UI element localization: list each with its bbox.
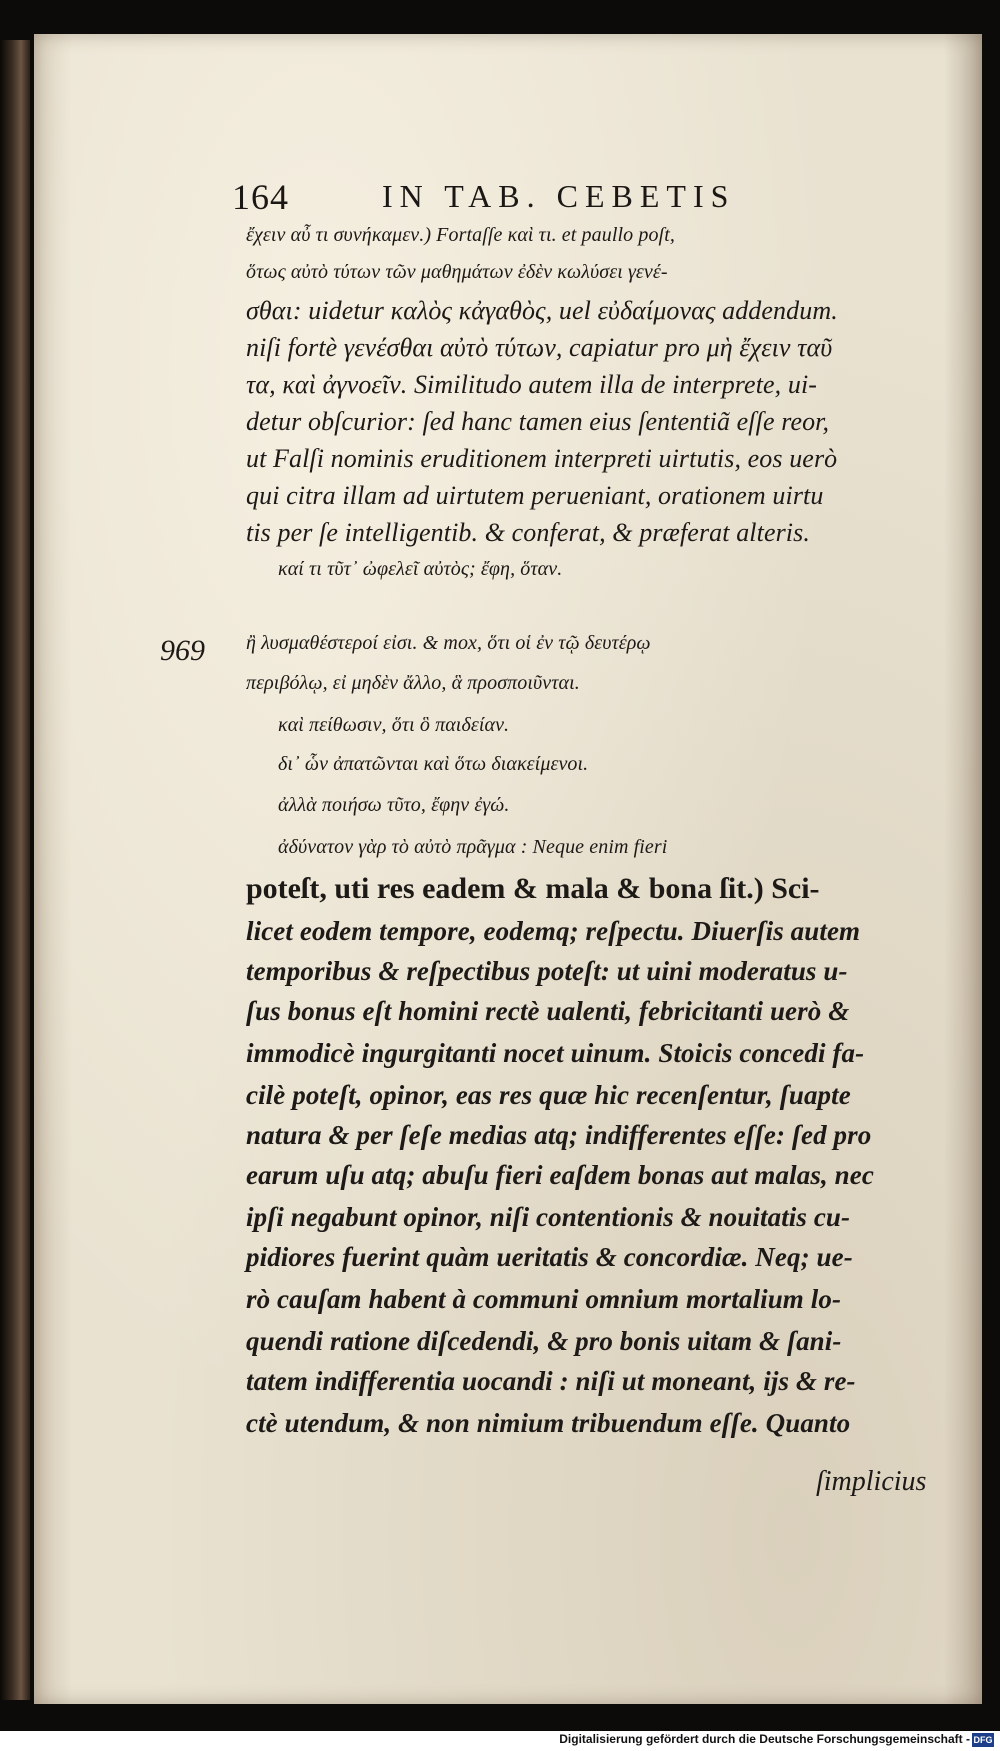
page-number: 164 xyxy=(232,177,289,217)
text-line: tatem indifferentia uocandi : niſi ut moneant, ijs & re- xyxy=(246,1366,856,1396)
text-line: τα, καὶ ἀγνοεῖν. Similitudo autem illa de interprete, ui- xyxy=(246,370,818,399)
text-line: natura & per ſeſe medias atq; indifferentes eſſe: ſed pro xyxy=(246,1120,872,1150)
text-line: καί τι τῦτ᾽ ὠφελεῖ αὐτὸς; ἔφη, ὅταν. xyxy=(278,558,563,580)
text-line: niſi fortè γενέσθαι αὐτὸ τύτων, capiatur pro μὴ ἔχειν ταῦ xyxy=(246,333,833,362)
text-line: καὶ πείθωσιν, ὅτι ὃ παιδείαν. xyxy=(278,714,510,736)
catchword: ſimplicius xyxy=(816,1466,927,1497)
book-spine-edge xyxy=(0,40,30,1700)
text-line: immodicè ingurgitanti nocet uinum. Stoicis concedi fa- xyxy=(246,1038,865,1068)
text-line: ctè utendum, & non nimium tribuendum eſſe. Quanto xyxy=(246,1408,851,1438)
text-line: cilè poteſt, opinor, eas res quæ hic recenſentur, ſuapte xyxy=(246,1080,851,1110)
text-line: σθαι: uidetur καλὸς κἀγαθὸς, uel εὐδαίμονας addendum. xyxy=(246,296,838,325)
text-line: rò cauſam habent à communi omnium mortalium lo- xyxy=(246,1284,842,1314)
text-line: earum uſu atq; abuſu fieri eaſdem bonas aut malas, nec xyxy=(246,1160,874,1190)
text-line: ἀλλὰ ποιήσω τῦτο, ἔφην ἐγώ. xyxy=(278,794,510,816)
text-line: ipſi negabunt opinor, niſi contentionis & nouitatis cu- xyxy=(246,1202,851,1232)
text-line: licet eodem tempore, eodemq; reſpectu. Diuerſis autem xyxy=(246,916,861,946)
text-line: δι᾽ ὧν ἀπατῶνται καὶ ὅτω διακείμενοι. xyxy=(278,753,589,775)
text-line: poteſt, uti res eadem & mala & bona ſit.) Sci- xyxy=(246,872,820,905)
book-page xyxy=(34,34,982,1704)
text-line: temporibus & reſpectibus poteſt: ut uini moderatus u- xyxy=(246,956,848,986)
text-line: ſus bonus eſt homini rectè ualenti, febricitanti uerò & xyxy=(246,996,850,1026)
funding-credit: Digitalisierung gefördert durch die Deutsche Forschungsgemeinschaft - xyxy=(559,1732,970,1746)
text-line: ut Falſi nominis eruditionem interpreti uirtutis, eos uerò xyxy=(246,444,838,473)
dfg-logo: DFG xyxy=(973,1735,993,1745)
text-line: detur obſcurior: ſed hanc tamen eius ſententiã eſſe reor, xyxy=(246,407,830,436)
text-line: tis per ſe intelligentib. & conferat, & præferat alteris. xyxy=(246,518,810,547)
page-header xyxy=(232,176,832,220)
text-line: ὅτως αὐτὸ τύτων τῶν μαθημάτων ἐδὲν κωλύσει γενέ- xyxy=(246,261,668,283)
text-line: ἔχειν αὖ τι συνήκαμεν.) Fortaſſe καὶ τι. et paullo poſt, xyxy=(246,224,675,246)
text-line: περιβόλῳ, εἰ μηδὲν ἄλλο, ἃ προσποιῦνται. xyxy=(246,672,580,694)
text-line: pidiores fuerint quàm ueritatis & concordiæ. Neq; ue- xyxy=(246,1242,853,1272)
running-head: IN TAB. CEBETIS xyxy=(382,178,736,214)
margin-note: 969 xyxy=(160,634,205,667)
text-line: quendi ratione diſcedendi, & pro bonis uitam & ſani- xyxy=(246,1326,842,1356)
text-line: qui citra illam ad uirtutem perueniant, orationem uirtu xyxy=(246,481,824,510)
text-line: ἢ λυσμαθέστεροί εἰσι. & mox, ὅτι οἱ ἐν τῷ δευτέρῳ xyxy=(246,632,651,654)
text-line: ἀδύνατον γὰρ τὸ αὐτὸ πρᾶγμα : Neque enim fieri xyxy=(278,836,668,858)
